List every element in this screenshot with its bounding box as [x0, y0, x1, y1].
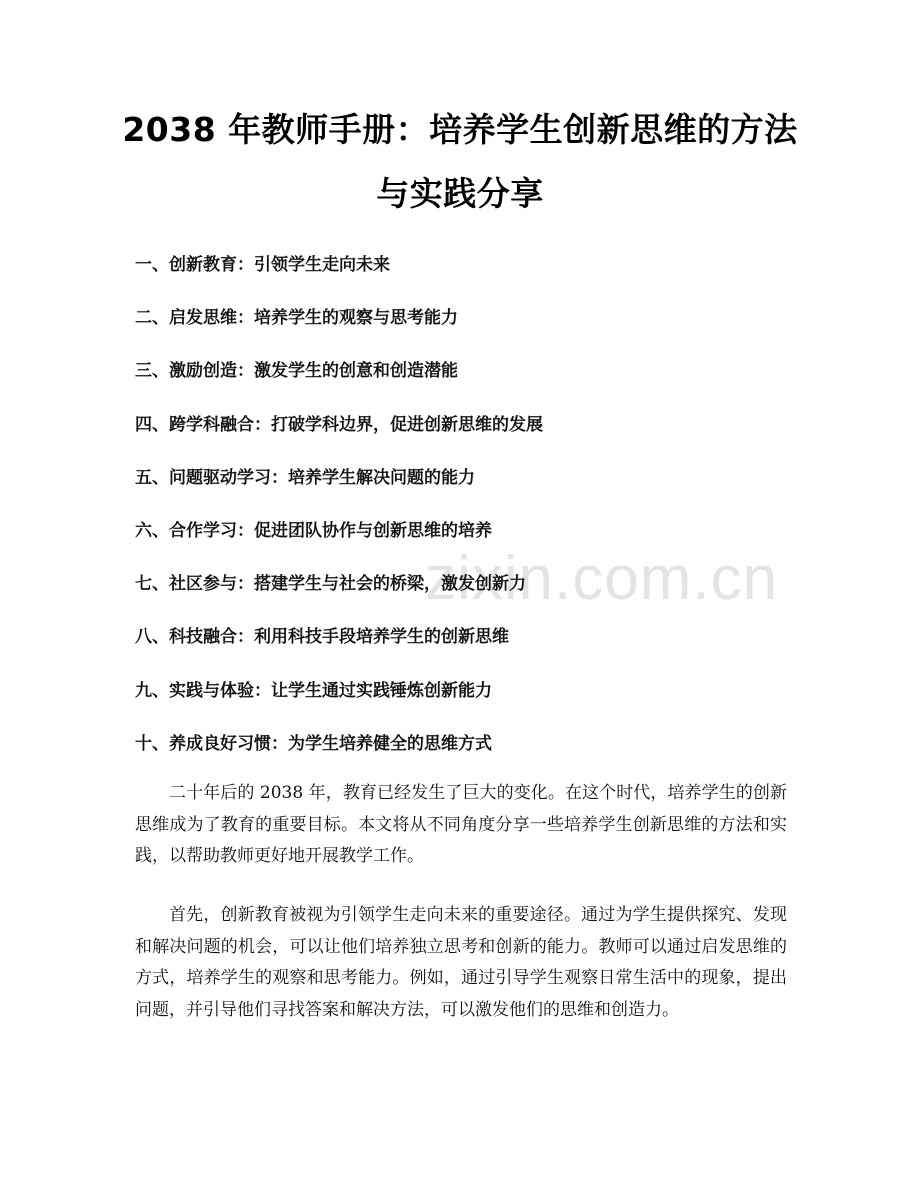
- document-title-line-2: 与实践分享: [376, 174, 544, 213]
- toc-item: 五、问题驱动学习：培养学生解决问题的能力: [135, 467, 475, 488]
- toc-item: 六、合作学习：促进团队协作与创新思维的培养: [135, 520, 492, 541]
- toc-item: 十、养成良好习惯：为学生培养健全的思维方式: [135, 733, 492, 754]
- toc-item: 七、社区参与：搭建学生与社会的桥梁，激发创新力: [135, 574, 526, 595]
- watermark: zixin.com.cn: [425, 544, 779, 613]
- toc-item: 二、启发思维：培养学生的观察与思考能力: [135, 308, 458, 329]
- document-title-line-1: 2038 年教师手册：培养学生创新思维的方法: [122, 110, 798, 149]
- toc-item: 九、实践与体验：让学生通过实践锤炼创新能力: [135, 680, 492, 701]
- toc-item: 八、科技融合：利用科技手段培养学生的创新思维: [135, 627, 509, 648]
- toc-item: 四、跨学科融合：打破学科边界，促进创新思维的发展: [135, 414, 543, 435]
- toc-item: 一、创新教育：引领学生走向未来: [135, 255, 390, 275]
- body-paragraph: 首先，创新教育被视为引领学生走向未来的重要途径。通过为学生提供探究、发现和解决问题的机会，可以让他们培养独立思考和创新的能力。教师可以通过启发思维的方式，培养学生的观察和思考能力。例如，通过引导学生观察日常生活中的现象，提出问题，并引导他们寻找答案和解决方法，可以激发他们的思维和创造力。: [135, 905, 787, 1020]
- table-of-contents: [135, 252, 795, 784]
- body-paragraph: 二十年后的 2038 年，教育已经发生了巨大的变化。在这个时代，培养学生的创新思维成为了教育的重要目标。本文将从不同角度分享一些培养学生创新思维的方法和实践，以帮助教师更好地开展教学工作。: [135, 783, 787, 866]
- toc-item: 三、激励创造：激发学生的创意和创造潜能: [135, 361, 458, 382]
